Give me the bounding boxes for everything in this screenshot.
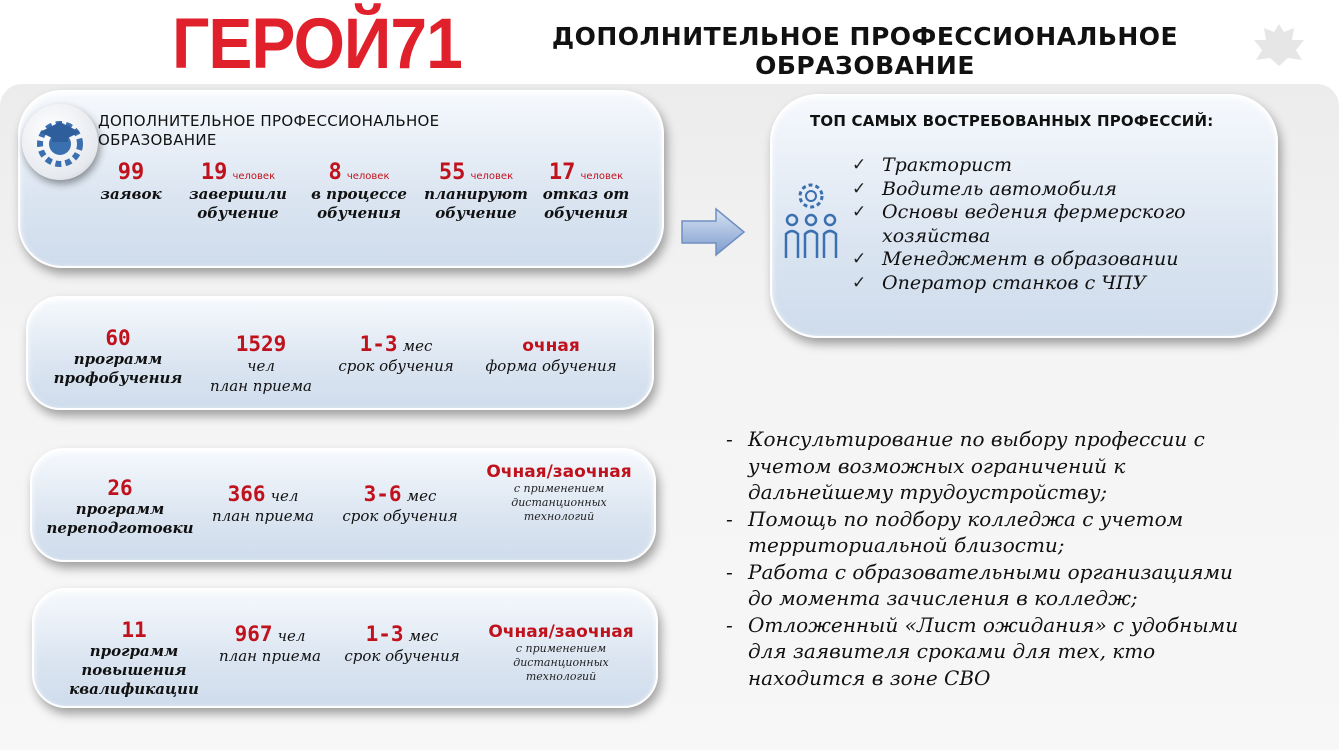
program-term <box>330 332 462 376</box>
stat-refused <box>534 160 638 223</box>
check-icon: ✓ <box>852 272 867 293</box>
program-plan <box>196 332 326 396</box>
term-value: 1-3 <box>359 332 398 356</box>
page-title-line2: ОБРАЗОВАНИЕ <box>755 51 975 80</box>
plan-label: план приема <box>212 507 314 525</box>
stat-value: 99 <box>117 160 145 185</box>
bullet-dash: - <box>726 506 733 531</box>
program-count-label: профобучения <box>53 369 183 387</box>
stat-label: в процессе <box>311 185 407 203</box>
form-note: дистанционных <box>511 496 607 509</box>
form-value: Очная/заочная <box>486 462 632 482</box>
bullet-spacer <box>726 479 748 506</box>
profession-label: Водитель автомобиля <box>882 177 1117 200</box>
stat-label: обучения <box>317 204 401 222</box>
term-unit: мес <box>406 487 437 505</box>
top-professions-title: ТОП САМЫХ ВОСТРЕБОВАННЫХ ПРОФЕССИЙ: <box>810 112 1214 130</box>
bullet-spacer <box>726 585 748 612</box>
services-list <box>726 426 1286 691</box>
service-text: Консультирование по выбору профессии с <box>748 427 1205 451</box>
list-item <box>726 585 1286 612</box>
list-item <box>726 612 1286 639</box>
program-term <box>336 622 468 666</box>
plan-value: 366 <box>227 482 266 506</box>
profession-label: Оператор станков с ЧПУ <box>882 271 1147 294</box>
bullet-spacer <box>726 453 748 480</box>
stat-value: 8 <box>328 160 342 185</box>
bullet-dash: - <box>726 427 733 451</box>
stat-applications <box>98 160 164 204</box>
service-text: Помощь по подбору колледжа с учетом <box>748 506 1184 531</box>
term-unit: мес <box>408 627 439 645</box>
service-text: до момента зачисления в колледж; <box>748 586 1138 610</box>
stat-value: 55 <box>438 160 466 185</box>
page-title-line1: ДОПОЛНИТЕЛЬНОЕ ПРОФЕССИОНАЛЬНОЕ <box>551 22 1179 51</box>
list-item <box>726 559 1286 586</box>
check-spacer <box>852 225 882 249</box>
term-value: 3-6 <box>363 482 402 506</box>
term-label: срок обучения <box>338 357 454 375</box>
graduation-cap-gear-icon <box>22 104 98 180</box>
form-note: с применением <box>515 642 607 655</box>
list-item <box>726 532 1286 559</box>
program-count-value: 60 <box>105 326 131 350</box>
profession-label: Основы ведения фермерского <box>882 201 1186 223</box>
program-count-value: 26 <box>107 476 133 500</box>
bullet-dash: - <box>726 612 733 637</box>
program-count-label: программ <box>75 500 165 518</box>
program-count-label: квалификации <box>69 680 199 698</box>
stat-unit: человек <box>346 171 390 182</box>
check-icon: ✓ <box>852 202 867 222</box>
profession-label: Тракторист <box>882 154 1013 176</box>
page-title <box>500 22 1230 80</box>
list-item <box>726 453 1286 480</box>
program-count-label: повышения <box>81 661 187 679</box>
program-count <box>46 476 194 538</box>
term-unit: мес <box>402 337 433 355</box>
program-count-label: переподготовки <box>46 519 194 537</box>
stat-in-progress <box>306 160 412 223</box>
stat-unit: человек <box>470 171 514 182</box>
form-value: Очная/заочная <box>488 622 634 642</box>
bullet-spacer <box>726 638 748 665</box>
program-form <box>478 622 644 684</box>
professions-list <box>852 154 1186 295</box>
term-value: 1-3 <box>365 622 404 646</box>
list-item <box>852 178 1186 202</box>
list-item <box>852 154 1186 178</box>
program-count-label: программ <box>89 642 179 660</box>
profession-label: хозяйства <box>882 224 991 247</box>
program-count-value: 11 <box>121 618 147 642</box>
check-icon: ✓ <box>852 178 867 199</box>
term-label: срок обучения <box>344 647 460 665</box>
list-item <box>726 479 1286 506</box>
plan-value: 967 <box>234 622 273 646</box>
program-plan <box>198 482 328 526</box>
bullet-spacer <box>726 665 748 692</box>
brand-logo: ГЕРОЙ71 <box>172 3 462 83</box>
summary-title <box>98 112 439 150</box>
plan-unit: чел <box>247 357 275 375</box>
stat-label: заявок <box>100 185 162 203</box>
service-text: для заявителя сроками для тех, кто <box>748 639 1156 663</box>
list-item <box>726 426 1286 453</box>
service-text: Отложенный «Лист ожидания» с удобными <box>748 612 1239 637</box>
program-count-label: программ <box>73 350 163 368</box>
list-item <box>852 201 1186 225</box>
plan-unit: чел <box>277 627 306 645</box>
summary-title-line2: ОБРАЗОВАНИЕ <box>98 131 217 149</box>
list-item <box>726 506 1286 533</box>
summary-title-line1: ДОПОЛНИТЕЛЬНОЕ ПРОФЕССИОНАЛЬНОЕ <box>98 112 440 130</box>
program-plan <box>204 622 336 666</box>
plan-label: план приема <box>219 647 321 665</box>
stat-unit: человек <box>580 171 624 182</box>
form-note: дистанционных <box>513 656 609 669</box>
stat-label: планируют <box>424 185 528 203</box>
program-form <box>474 336 628 376</box>
people-gear-icon <box>778 180 844 260</box>
stat-value: 17 <box>548 160 576 185</box>
program-count <box>48 326 188 388</box>
right-arrow-icon <box>680 207 746 257</box>
service-text: находится в зоне СВО <box>748 665 991 690</box>
form-note: технологий <box>525 670 597 683</box>
stat-label: обучения <box>544 204 628 222</box>
service-text: учетом возможных ограничений к <box>748 453 1126 478</box>
stat-unit: человек <box>232 171 276 182</box>
service-text: территориальной близости; <box>748 533 1065 557</box>
list-item <box>726 665 1286 692</box>
check-icon: ✓ <box>852 155 867 175</box>
form-label: форма обучения <box>485 357 617 375</box>
check-icon: ✓ <box>852 249 867 269</box>
stat-label: отказ от <box>542 185 630 203</box>
plan-value: 1529 <box>235 332 287 356</box>
program-term <box>334 482 466 526</box>
program-form <box>476 462 642 524</box>
stat-label: обучение <box>197 204 279 222</box>
list-item <box>852 248 1186 272</box>
program-count <box>60 618 208 699</box>
emblem-icon <box>1248 20 1310 70</box>
form-note: технологий <box>523 510 595 523</box>
form-value: очная <box>522 336 580 356</box>
stat-value: 19 <box>200 160 228 185</box>
service-text: Работа с образовательными организациями <box>748 559 1233 584</box>
stat-label: обучение <box>435 204 517 222</box>
profession-label: Менеджмент в образовании <box>882 248 1179 270</box>
term-label: срок обучения <box>342 507 458 525</box>
list-item <box>852 225 1186 249</box>
list-item <box>726 638 1286 665</box>
stat-label: завершили <box>189 185 287 203</box>
plan-unit: чел <box>270 487 299 505</box>
list-item <box>852 272 1186 296</box>
bullet-spacer <box>726 532 748 559</box>
form-note: с применением <box>513 482 605 495</box>
plan-label: план приема <box>210 377 312 395</box>
stat-planned <box>420 160 532 223</box>
bullet-dash: - <box>726 559 733 584</box>
service-text: дальнейшему трудоустройству; <box>748 480 1108 504</box>
stat-completed <box>182 160 294 223</box>
